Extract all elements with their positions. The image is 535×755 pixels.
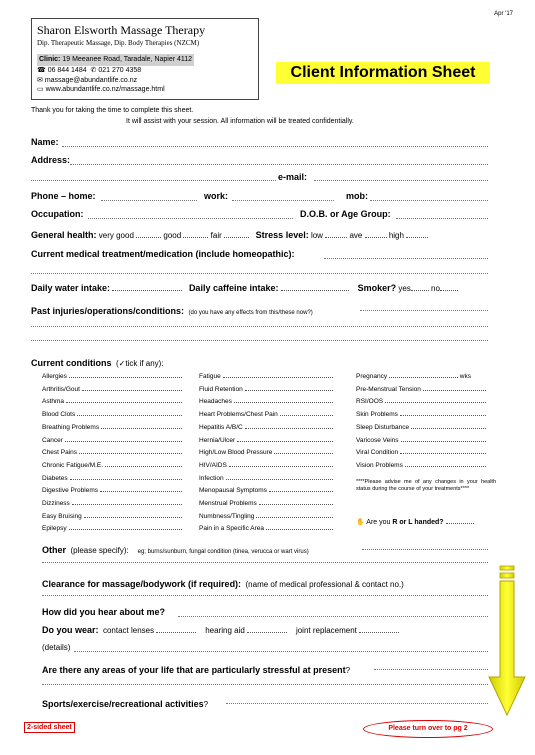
- condition-item[interactable]: Menopausal Symptoms: [199, 485, 339, 498]
- hand-icon: ✋: [356, 519, 365, 526]
- condition-item[interactable]: Diabetes: [42, 473, 192, 486]
- condition-tick-field[interactable]: [234, 396, 333, 403]
- condition-tick-field[interactable]: [229, 460, 333, 467]
- occupation-field[interactable]: [88, 218, 293, 219]
- condition-tick-field[interactable]: [105, 460, 182, 467]
- stress-low-checkbox[interactable]: [325, 230, 347, 238]
- general-health-row: General health: very good good fair Stress level: low ave high: [31, 230, 428, 240]
- past-injuries-row: Past injuries/operations/conditions: (do you have any effects from this/these now?): [31, 306, 313, 316]
- current-conditions-heading: Current conditions (✓tick if any):: [31, 358, 164, 368]
- condition-tick-field[interactable]: [72, 498, 182, 505]
- condition-tick-field[interactable]: [70, 473, 182, 480]
- wear-row: Do you wear: contact lenses hearing aid joint replacement: [42, 625, 399, 635]
- condition-tick-field[interactable]: [269, 485, 333, 492]
- condition-item[interactable]: Blood Clots: [42, 409, 192, 422]
- good-checkbox[interactable]: [183, 230, 208, 238]
- computer-icon: ▭: [37, 86, 44, 93]
- condition-item[interactable]: Pre-Menstrual Tension: [356, 384, 496, 397]
- smoker-no-checkbox[interactable]: [440, 283, 458, 291]
- handedness-field[interactable]: [446, 516, 474, 524]
- work-label: work:: [204, 191, 229, 201]
- condition-tick-field[interactable]: [266, 523, 333, 530]
- condition-tick-field[interactable]: [100, 485, 182, 492]
- email-label: e-mail:: [278, 172, 308, 182]
- fair-checkbox[interactable]: [224, 230, 249, 238]
- sports-row: Sports/exercise/recreational activities?: [42, 699, 209, 709]
- condition-tick-field[interactable]: [405, 460, 486, 467]
- clearance-row: Clearance for massage/bodywork (if required): (name of medical professional & contact no.): [42, 579, 404, 589]
- condition-item[interactable]: Varicose Veins: [356, 435, 496, 448]
- intro-line-1: Thank you for taking the time to complete this sheet.: [31, 107, 194, 114]
- other-field[interactable]: [362, 549, 488, 550]
- condition-item[interactable]: Vision Problems: [356, 460, 496, 473]
- dob-field[interactable]: [396, 218, 488, 219]
- qualifications: Dip. Therapeutic Massage, Dip. Body Therapies (NZCM): [37, 39, 200, 47]
- current-treatment-label: Current medical treatment/medication (include homeopathic):: [31, 249, 295, 259]
- condition-item[interactable]: Easy Bruising: [42, 511, 192, 524]
- hear-about-field[interactable]: [178, 616, 488, 617]
- condition-tick-field[interactable]: [223, 371, 333, 378]
- hearing-aid-checkbox[interactable]: [247, 625, 287, 633]
- handedness-row: ✋ Are you R or L handed?: [356, 516, 474, 526]
- condition-item[interactable]: Menstrual Problems: [199, 498, 339, 511]
- condition-item[interactable]: Dizziness: [42, 498, 192, 511]
- two-sided-badge: 2-sided sheet: [24, 722, 75, 733]
- sheet-title: Client Information Sheet: [276, 62, 490, 84]
- condition-item[interactable]: Chest Pains: [42, 447, 192, 460]
- current-treatment-field[interactable]: [324, 258, 488, 259]
- hear-about-label: How did you hear about me?: [42, 607, 166, 617]
- practice-header: [31, 18, 259, 100]
- condition-item[interactable]: Heart Problems/Chest Pain: [199, 409, 339, 422]
- condition-tick-field[interactable]: [259, 498, 333, 505]
- condition-tick-field[interactable]: [280, 409, 333, 416]
- name-field[interactable]: [62, 146, 488, 147]
- condition-tick-field[interactable]: [256, 511, 333, 518]
- condition-item[interactable]: High/Low Blood Pressure: [199, 447, 339, 460]
- condition-item[interactable]: Breathing Problems: [42, 422, 192, 435]
- stressful-field-2[interactable]: [42, 684, 488, 685]
- condition-tick-field[interactable]: [226, 473, 333, 480]
- condition-item[interactable]: Fatigue: [199, 371, 339, 384]
- condition-item[interactable]: Fluid Retention: [199, 384, 339, 397]
- condition-tick-field[interactable]: [69, 371, 182, 378]
- current-treatment-field-2[interactable]: [31, 273, 488, 274]
- joint-replacement-checkbox[interactable]: [359, 625, 399, 633]
- clearance-field[interactable]: [42, 595, 488, 596]
- condition-tick-field[interactable]: [245, 384, 333, 391]
- condition-tick-field[interactable]: [423, 384, 486, 391]
- dob-label: D.O.B. or Age Group:: [300, 209, 391, 219]
- date-code: Apr '17: [494, 11, 513, 17]
- condition-tick-field[interactable]: [400, 409, 486, 416]
- turn-over-arrow-icon: [487, 565, 527, 717]
- condition-tick-field[interactable]: [274, 447, 333, 454]
- condition-tick-field[interactable]: [79, 447, 182, 454]
- condition-tick-field[interactable]: [101, 422, 182, 429]
- address-field[interactable]: [70, 164, 488, 165]
- work-phone-field[interactable]: [232, 200, 334, 201]
- condition-item[interactable]: Digestive Problems: [42, 485, 192, 498]
- intake-row: Daily water intake: Daily caffeine intake: Smoker? yes no: [31, 283, 458, 293]
- email-field[interactable]: [314, 180, 488, 181]
- smoker-yes-checkbox[interactable]: [411, 283, 429, 291]
- very-good-checkbox[interactable]: [136, 230, 161, 238]
- phone-line: ☎ 06 844 1484 ✆ 021 270 4358: [37, 67, 142, 74]
- condition-item[interactable]: Arthritis/Gout: [42, 384, 192, 397]
- condition-tick-field[interactable]: [66, 396, 182, 403]
- details-field[interactable]: [74, 651, 488, 652]
- address-label: Address:: [31, 155, 71, 165]
- intro-line-2: It will assist with your session. All information will be treated confidentially.: [126, 118, 354, 125]
- other-row: Other (please specify): eg; burns/sunburn, fungal condition (tinea, verucca or wart virus): [42, 545, 309, 555]
- condition-item[interactable]: Hernia/Ulcer: [199, 435, 339, 448]
- conditions-column-2: [199, 371, 339, 536]
- condition-tick-field[interactable]: [401, 435, 486, 442]
- stress-high-checkbox[interactable]: [406, 230, 428, 238]
- sports-field[interactable]: [226, 703, 488, 704]
- conditions-column-3: [356, 371, 496, 473]
- condition-item[interactable]: Cancer: [42, 435, 192, 448]
- water-intake-field[interactable]: [112, 283, 182, 291]
- condition-item[interactable]: Chronic Fatigue/M.E.: [42, 460, 192, 473]
- condition-tick-field[interactable]: [65, 435, 182, 442]
- mail-icon: ✉: [37, 76, 43, 84]
- condition-item[interactable]: Headaches: [199, 396, 339, 409]
- condition-item[interactable]: Asthma: [42, 396, 192, 409]
- condition-item[interactable]: Infection: [199, 473, 339, 486]
- condition-tick-field[interactable]: [84, 511, 182, 518]
- website-line: ▭ www.abundantlife.co.nz/massage.html: [37, 86, 165, 93]
- occupation-label: Occupation:: [31, 209, 84, 219]
- mobile-phone-field[interactable]: [370, 200, 488, 201]
- condition-item[interactable]: Pain in a Specific Area: [199, 523, 339, 536]
- condition-tick-field[interactable]: [400, 447, 486, 454]
- email-line: ✉ massage@abundantlife.co.nz: [37, 76, 138, 84]
- condition-item[interactable]: Epilepsy: [42, 523, 192, 536]
- condition-item[interactable]: Sleep Disturbance: [356, 422, 496, 435]
- condition-tick-field[interactable]: [82, 384, 182, 391]
- condition-tick-field[interactable]: [77, 409, 182, 416]
- turn-over-note: Please turn over to pg 2: [363, 720, 493, 738]
- caffeine-intake-field[interactable]: [281, 283, 349, 291]
- condition-item[interactable]: RSI/OOS: [356, 396, 496, 409]
- condition-item[interactable]: Pregnancy wks: [356, 373, 471, 380]
- past-injuries-field-2[interactable]: [31, 326, 488, 327]
- practice-name: Sharon Elsworth Massage Therapy: [37, 23, 206, 37]
- past-injuries-field-3[interactable]: [31, 340, 488, 341]
- clinic-address: Clinic: 19 Meeanee Road, Taradale, Napier 4112: [37, 54, 194, 66]
- condition-item[interactable]: HIV/AIDS: [199, 460, 339, 473]
- past-injuries-field[interactable]: [360, 310, 488, 311]
- address-field-2[interactable]: [31, 180, 276, 181]
- phone-home-label: Phone – home:: [31, 191, 96, 201]
- stress-ave-checkbox[interactable]: [365, 230, 387, 238]
- contact-lenses-checkbox[interactable]: [156, 625, 196, 633]
- condition-tick-field[interactable]: [245, 422, 333, 429]
- health-change-note: ****Please advise me of any changes in your health status during the course of your treatments****: [356, 479, 496, 492]
- stressful-field[interactable]: [374, 669, 488, 670]
- condition-tick-field[interactable]: [389, 371, 458, 378]
- condition-item[interactable]: Numbness/Tingling: [199, 511, 339, 524]
- condition-item[interactable]: Skin Problems: [356, 409, 496, 422]
- condition-tick-field[interactable]: [69, 523, 182, 530]
- conditions-column-1: [42, 371, 192, 536]
- condition-item[interactable]: Allergies: [42, 371, 192, 384]
- phone-home-field[interactable]: [101, 200, 197, 201]
- condition-tick-field[interactable]: [237, 435, 333, 442]
- stressful-row: Are there any areas of your life that are particularly stressful at present?: [42, 665, 351, 675]
- condition-tick-field[interactable]: [385, 396, 486, 403]
- condition-tick-field[interactable]: [411, 422, 486, 429]
- name-label: Name:: [31, 137, 59, 147]
- mobile-icon: ✆: [90, 67, 97, 74]
- details-label: (details): [42, 643, 71, 652]
- condition-item[interactable]: Hepatitis A/B/C: [199, 422, 339, 435]
- mob-label: mob:: [346, 191, 368, 201]
- phone-icon: ☎: [37, 67, 46, 74]
- condition-item[interactable]: Viral Condition: [356, 447, 496, 460]
- other-field-2[interactable]: [42, 562, 488, 563]
